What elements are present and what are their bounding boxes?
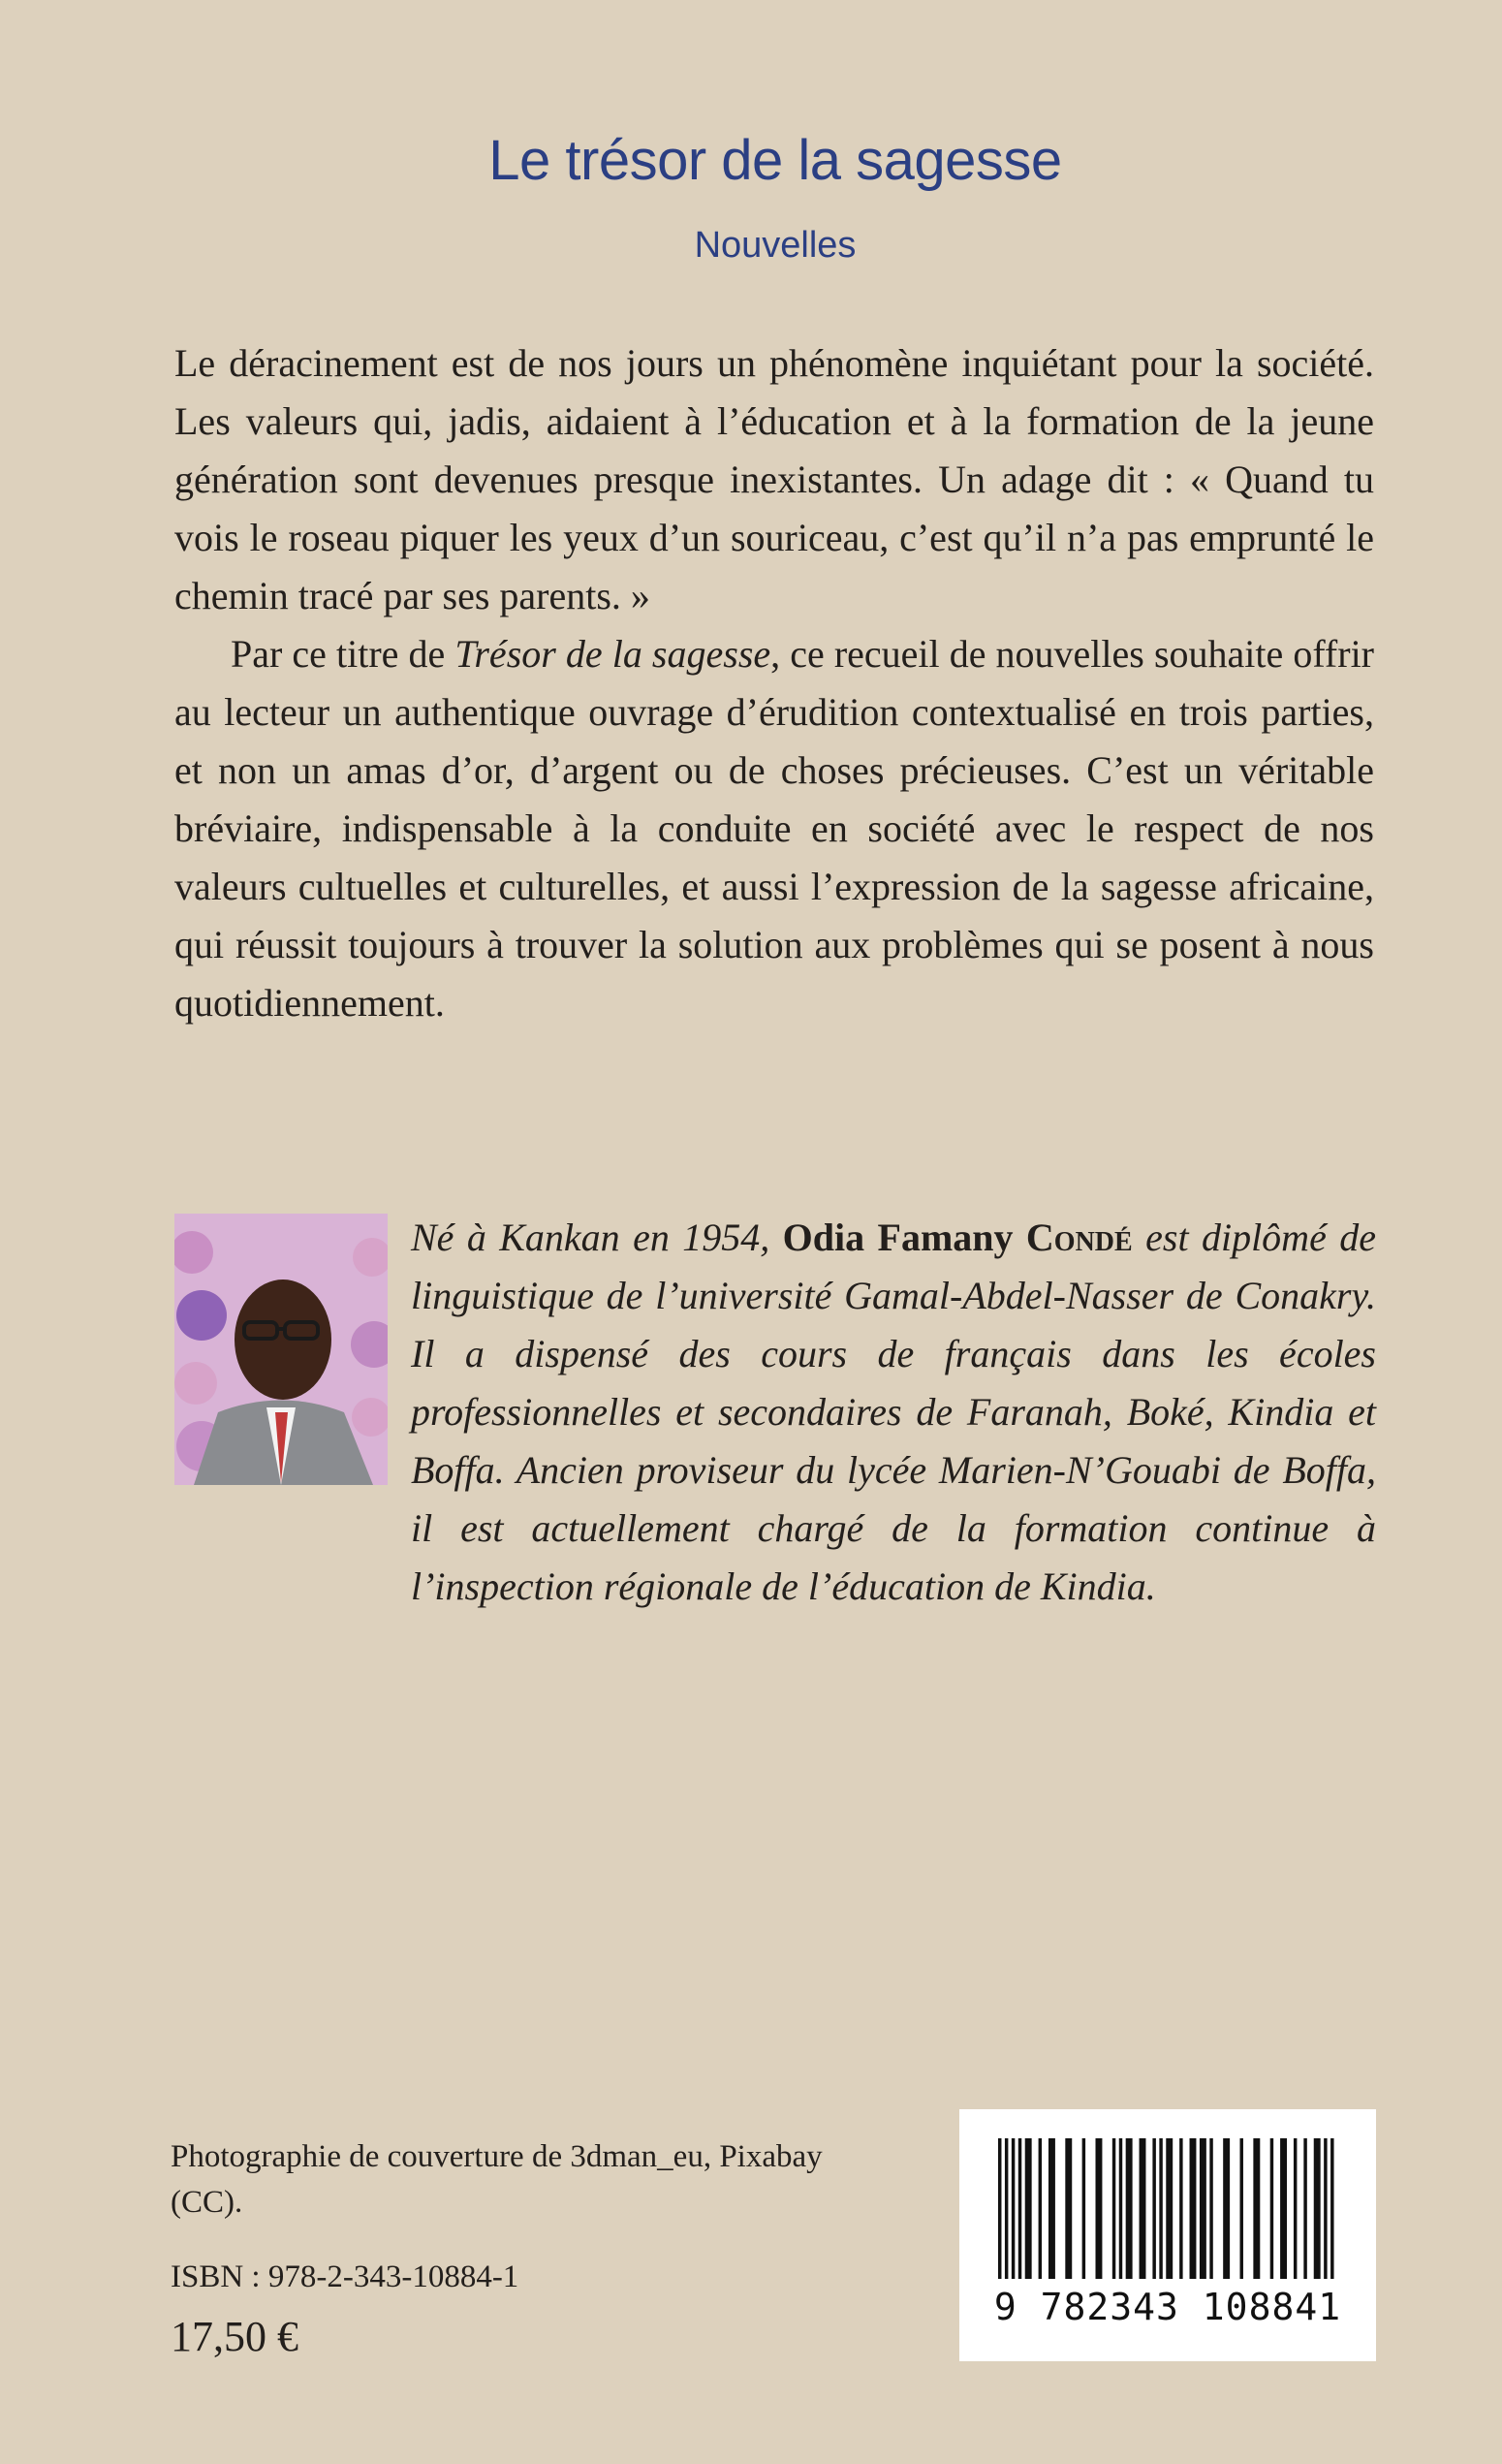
author-biography: [411, 1209, 1376, 1616]
barcode-bar: [1223, 2138, 1230, 2279]
author-biography-paragraph: [411, 1209, 1376, 1616]
barcode: [959, 2109, 1376, 2361]
barcode-bar: [1119, 2138, 1122, 2279]
barcode-bar: [1240, 2138, 1243, 2279]
barcode-bar: [1140, 2138, 1146, 2279]
barcode-bar: [1018, 2138, 1021, 2279]
barcode-bar: [1112, 2138, 1115, 2279]
flower-decoration: [176, 1290, 227, 1341]
isbn-number: ISBN : 978-2-343-10884-1: [171, 2259, 519, 2294]
author-surname: Condé: [1025, 1216, 1133, 1259]
summary-paragraph-2-end: , ce recueil de nouvelles souhaite offrir au lecteur un authentique ouvrage d’érudition contextualisé en trois parties, et non un amas d’or, d’argent ou de choses précieuses. C’est un véritable bréviaire, indispensable à la conduite en société avec le respect de nos valeurs cultuelles et culturelles, et aussi l’expression de la sagesse africaine, qui réussit toujours à trouver la solution aux problèmes qui se posent à nous quotidiennement.: [174, 632, 1374, 1025]
barcode-digits: 9 782343 108841: [993, 2286, 1342, 2328]
bio-body: est diplômé de linguistique de l’université Gamal-Abdel-Nasser de Conakry. Il a dispensé des cours de français dans les écoles professionnelles et secondaires de Faranah, Boké, Kindia et Boffa. Ancien proviseur du lycée Marien-N’Gouabi de Boffa, il est actuellement chargé de la formation continue à l’inspection régionale de l’éducation de Kindia.: [411, 1216, 1376, 1608]
barcode-bar: [1005, 2138, 1008, 2279]
barcode-bars: [959, 2109, 1376, 2284]
barcode-bar: [1126, 2138, 1133, 2279]
barcode-bar: [1065, 2138, 1072, 2279]
barcode-bar: [1025, 2138, 1032, 2279]
barcode-bar: [1152, 2138, 1155, 2279]
barcode-bar: [1039, 2138, 1042, 2279]
barcode-bar: [1166, 2138, 1173, 2279]
photo-credit: Photographie de couverture de 3dman_eu, Pixabay (CC).: [171, 2139, 823, 2220]
barcode-bar: [1159, 2138, 1162, 2279]
flower-decoration: [174, 1362, 217, 1405]
author-photo: [174, 1214, 388, 1485]
barcode-bar: [1330, 2138, 1333, 2279]
author-portrait-illustration: [174, 1214, 388, 1485]
barcode-bar: [1303, 2138, 1306, 2279]
barcode-bar: [1179, 2138, 1182, 2279]
barcode-bar: [1048, 2138, 1055, 2279]
back-cover-summary: [174, 334, 1374, 1032]
barcode-bar: [1324, 2138, 1327, 2279]
barcode-bar: [1270, 2138, 1273, 2279]
author-name: [783, 1216, 1133, 1259]
summary-paragraph-2-start: Par ce titre de: [231, 632, 455, 676]
barcode-bar: [1200, 2138, 1206, 2279]
author-first-names: Odia Famany: [782, 1216, 1026, 1259]
bio-intro: Né à Kankan en 1954,: [411, 1216, 783, 1259]
barcode-bar: [1012, 2138, 1015, 2279]
barcode-bar: [1190, 2138, 1197, 2279]
barcode-bar: [1209, 2138, 1212, 2279]
barcode-bar: [1294, 2138, 1297, 2279]
book-title: Le trésor de la sagesse: [488, 129, 1062, 192]
barcode-bar: [1314, 2138, 1321, 2279]
summary-title-reference: Trésor de la sagesse: [454, 632, 771, 676]
book-subtitle: Nouvelles: [694, 225, 857, 266]
summary-paragraph-2: [174, 625, 1374, 1032]
barcode-bar: [998, 2138, 1001, 2279]
barcode-bar: [1253, 2138, 1260, 2279]
barcode-bar: [1280, 2138, 1287, 2279]
barcode-bar: [1096, 2138, 1103, 2279]
barcode-bar: [1082, 2138, 1085, 2279]
summary-paragraph-1: Le déracinement est de nos jours un phénomène inquiétant pour la société. Les valeurs qui, jadis, aidaient à l’éducation et à la formation de la jeune génération sont devenues presque inexistantes. Un adage dit : « Quand tu vois le roseau piquer les yeux d’un souriceau, c’est qu’il n’a pas emprunté le chemin tracé par ses parents. »: [174, 341, 1374, 617]
price: 17,50 €: [171, 2313, 298, 2360]
